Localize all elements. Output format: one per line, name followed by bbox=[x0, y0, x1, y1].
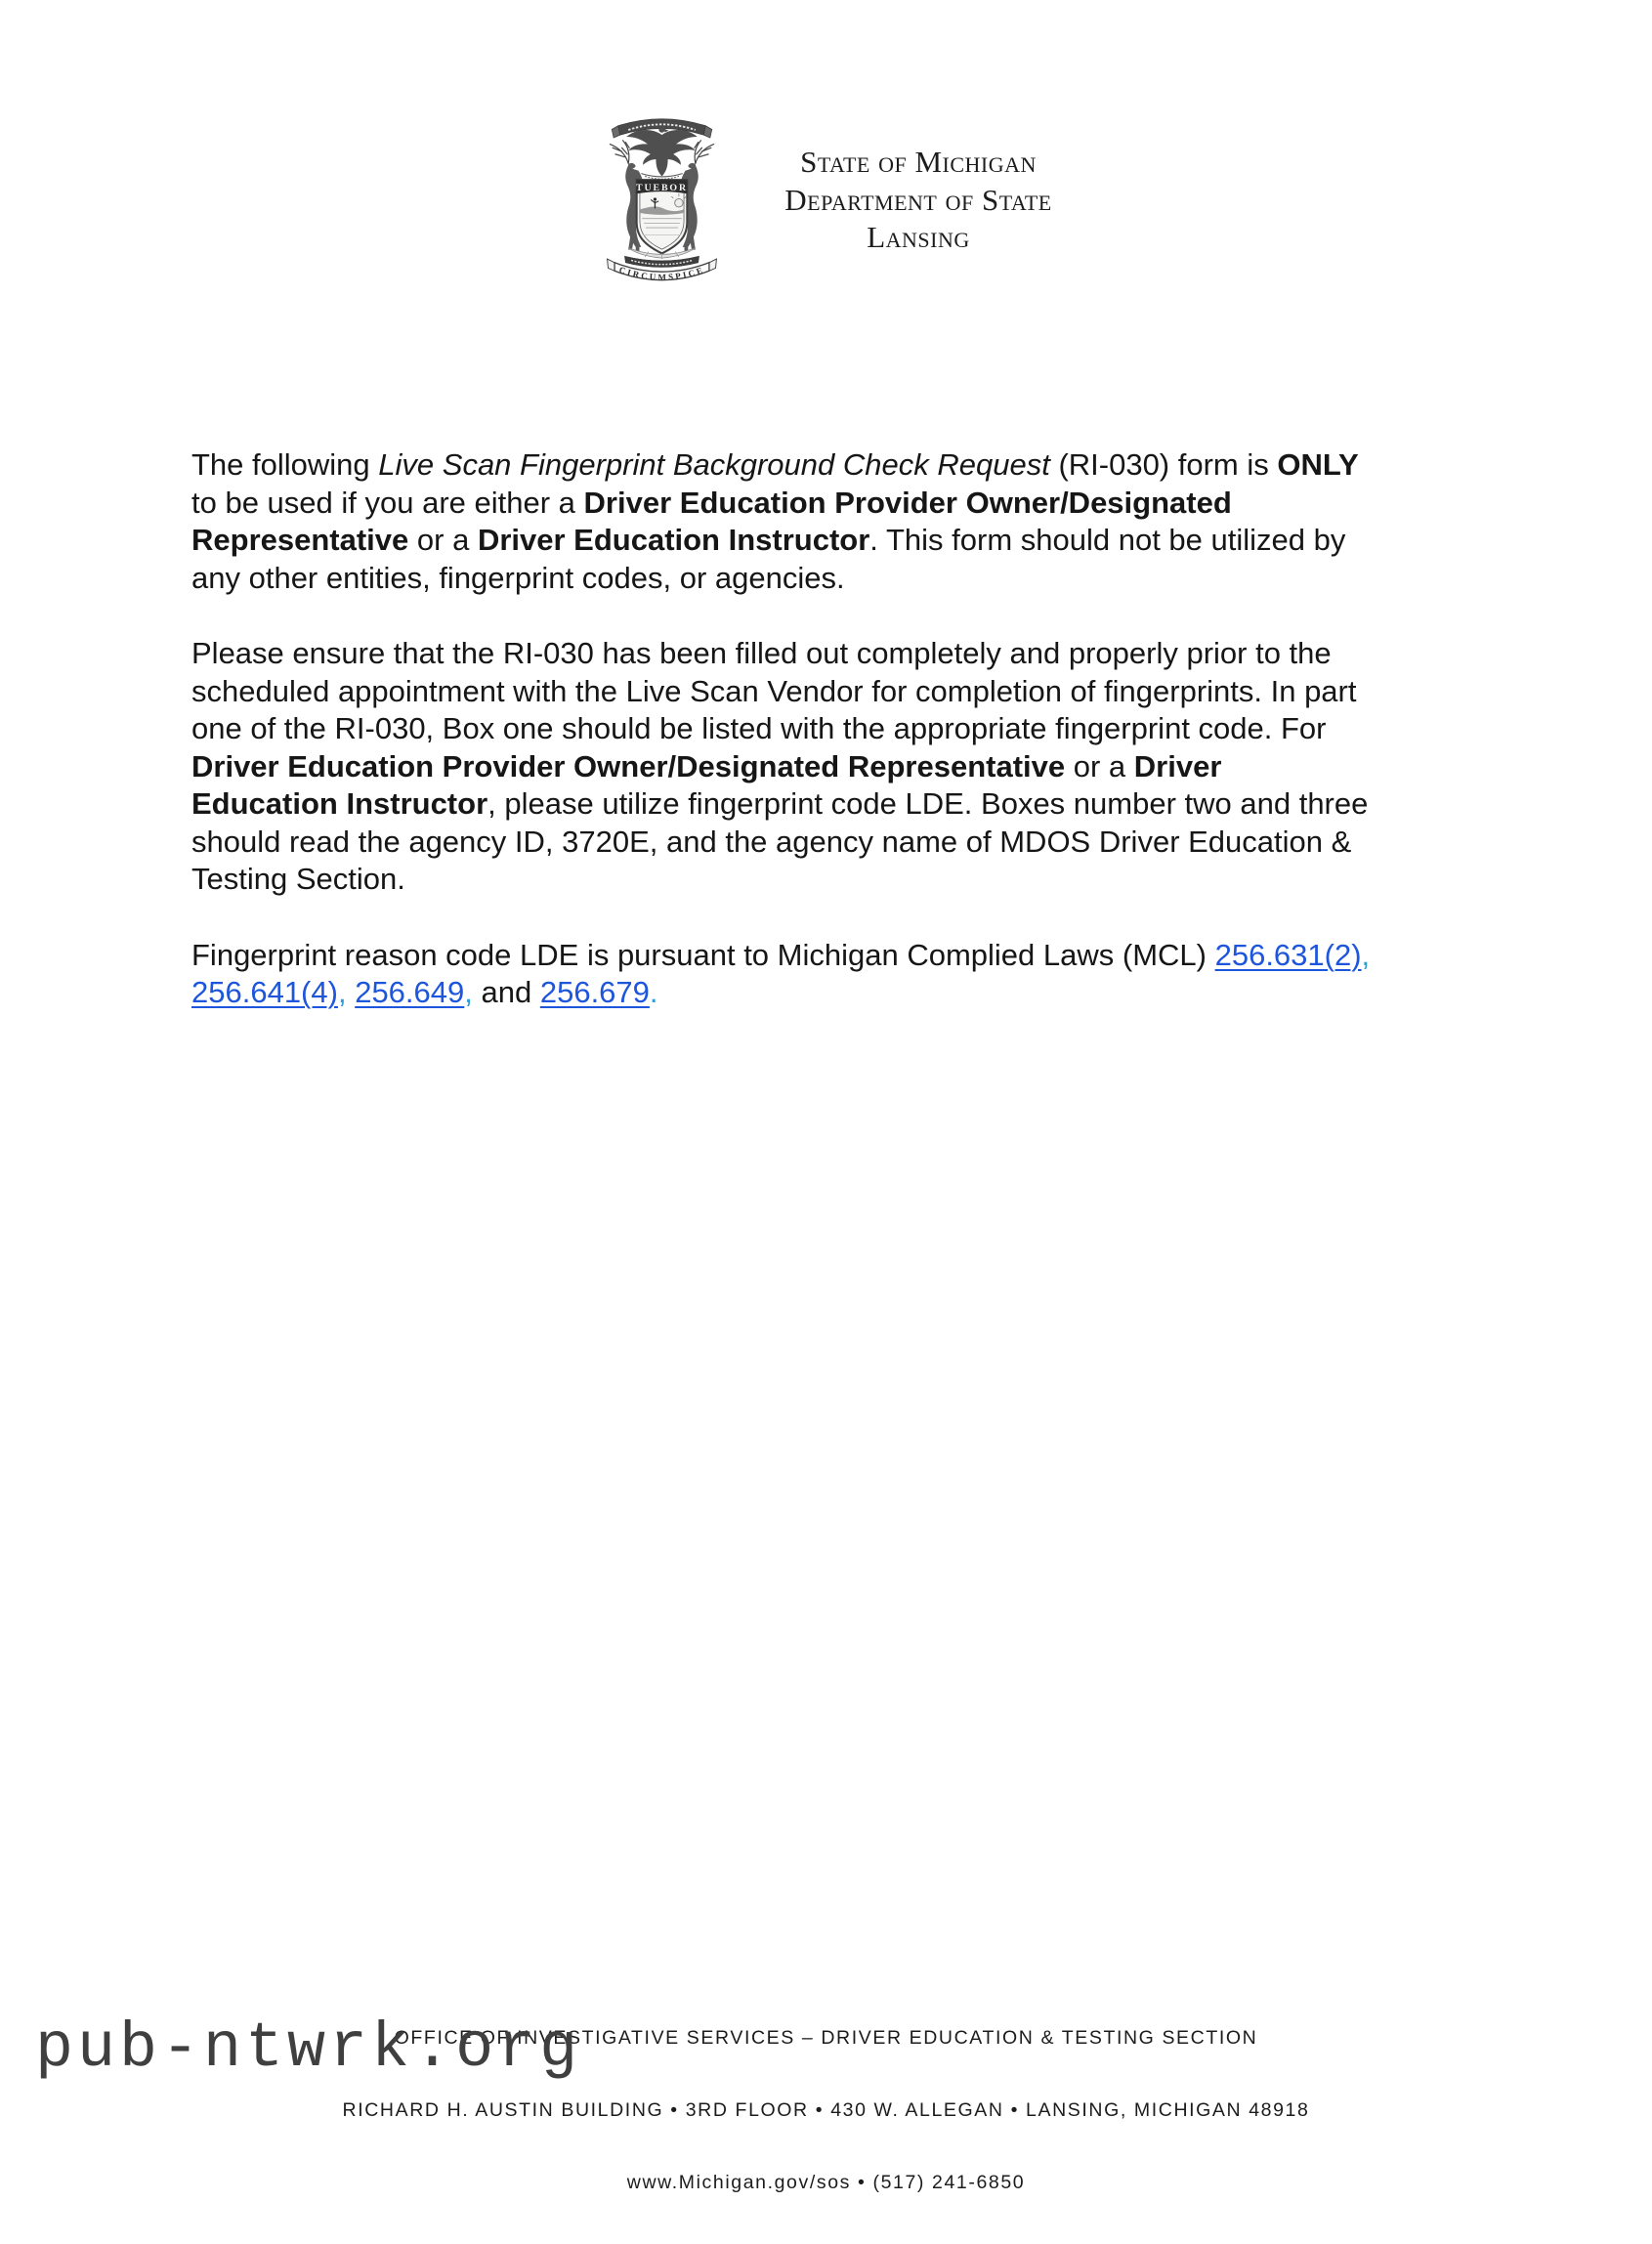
text-line bbox=[191, 785, 1481, 824]
text-run: Driver Education Instructor bbox=[477, 523, 870, 557]
text-run: Representative bbox=[191, 523, 409, 557]
mcl-law-link[interactable]: 256.631(2) bbox=[1214, 937, 1362, 972]
text-run: The following bbox=[191, 447, 379, 482]
text-run bbox=[347, 975, 356, 1009]
text-line bbox=[191, 974, 1481, 1012]
agency-name: State of Michigan bbox=[800, 145, 1037, 179]
paragraph bbox=[191, 446, 1481, 597]
text-run: Driver bbox=[1133, 748, 1222, 783]
watermark: pub-ntwrk.org bbox=[35, 2012, 582, 2085]
text-run: (RI-030) form is bbox=[1049, 447, 1278, 482]
text-run: to be used if you are either a bbox=[191, 485, 584, 520]
text-run: . This form should not be utilized by bbox=[869, 523, 1346, 557]
ribbon-motto-text: CIRCUMSPICE bbox=[617, 264, 706, 282]
body-text bbox=[191, 446, 1481, 1050]
footer-line-office: OFFICE OF INVESTIGATIVE SERVICES – DRIVER EDUCATION & TESTING SECTION bbox=[394, 2026, 1258, 2049]
text-line bbox=[191, 635, 1481, 673]
text-line bbox=[191, 710, 1481, 748]
footer-line-address: RICHARD H. AUSTIN BUILDING • 3RD FLOOR • 430 W. ALLEGAN • LANSING, MICHIGAN 48918 bbox=[342, 2098, 1310, 2121]
text-run: . bbox=[649, 975, 658, 1009]
text-line bbox=[191, 937, 1481, 975]
text-run: Education Instructor bbox=[191, 786, 488, 821]
text-run: Fingerprint reason code LDE is pursuant to Michigan Complied Laws (MCL) bbox=[191, 937, 1215, 972]
text-run: , bbox=[337, 975, 347, 1009]
michigan-coat-of-arms-seal bbox=[583, 106, 741, 290]
text-run: , please utilize fingerprint code LDE. Boxes number two and three bbox=[487, 786, 1369, 821]
text-run: or a bbox=[408, 523, 478, 557]
text-line bbox=[191, 560, 1481, 598]
mcl-law-link[interactable]: 256.641(4) bbox=[191, 975, 338, 1009]
department-name: Department of State bbox=[784, 182, 1052, 217]
mcl-law-link[interactable]: 256.679 bbox=[539, 975, 650, 1009]
text-run: Driver Education Provider Owner/Designated Representative bbox=[191, 748, 1066, 783]
text-line bbox=[191, 522, 1481, 560]
text-run: Live Scan Fingerprint Background Check Request bbox=[378, 447, 1050, 482]
text-run: one of the RI-030, Box one should be listed with the appropriate fingerprint code. For bbox=[191, 711, 1327, 745]
text-line bbox=[191, 446, 1481, 485]
mcl-law-link[interactable]: 256.649 bbox=[355, 975, 465, 1009]
city-name: Lansing bbox=[867, 220, 970, 254]
text-run: Driver Education Provider Owner/Designated bbox=[583, 485, 1232, 520]
text-run: Please ensure that the RI-030 has been filled out completely and properly prior to the bbox=[191, 636, 1332, 670]
text-line bbox=[191, 673, 1481, 711]
text-line bbox=[191, 824, 1481, 862]
text-run: should read the agency ID, 3720E, and the agency name of MDOS Driver Education & bbox=[191, 824, 1352, 859]
coat-of-arms-icon bbox=[583, 106, 741, 290]
text-run: or a bbox=[1065, 748, 1134, 783]
text-run: Testing Section. bbox=[191, 862, 405, 896]
letterhead bbox=[742, 144, 1094, 257]
footer-line-contact: www.Michigan.gov/sos • (517) 241-6850 bbox=[626, 2172, 1026, 2194]
text-run: , bbox=[464, 975, 473, 1009]
text-run: and bbox=[472, 975, 540, 1009]
text-run: ONLY bbox=[1277, 447, 1359, 482]
text-line bbox=[191, 748, 1481, 786]
shield-motto-text: TUEBOR bbox=[636, 183, 688, 194]
text-run: scheduled appointment with the Live Scan Vendor for completion of fingerprints. In part bbox=[191, 673, 1357, 708]
text-line bbox=[191, 861, 1481, 899]
text-run: , bbox=[1361, 937, 1371, 972]
text-run: any other entities, fingerprint codes, or agencies. bbox=[191, 560, 845, 595]
paragraph bbox=[191, 635, 1481, 899]
shield bbox=[636, 180, 688, 253]
paragraph bbox=[191, 937, 1481, 1012]
text-line bbox=[191, 485, 1481, 523]
